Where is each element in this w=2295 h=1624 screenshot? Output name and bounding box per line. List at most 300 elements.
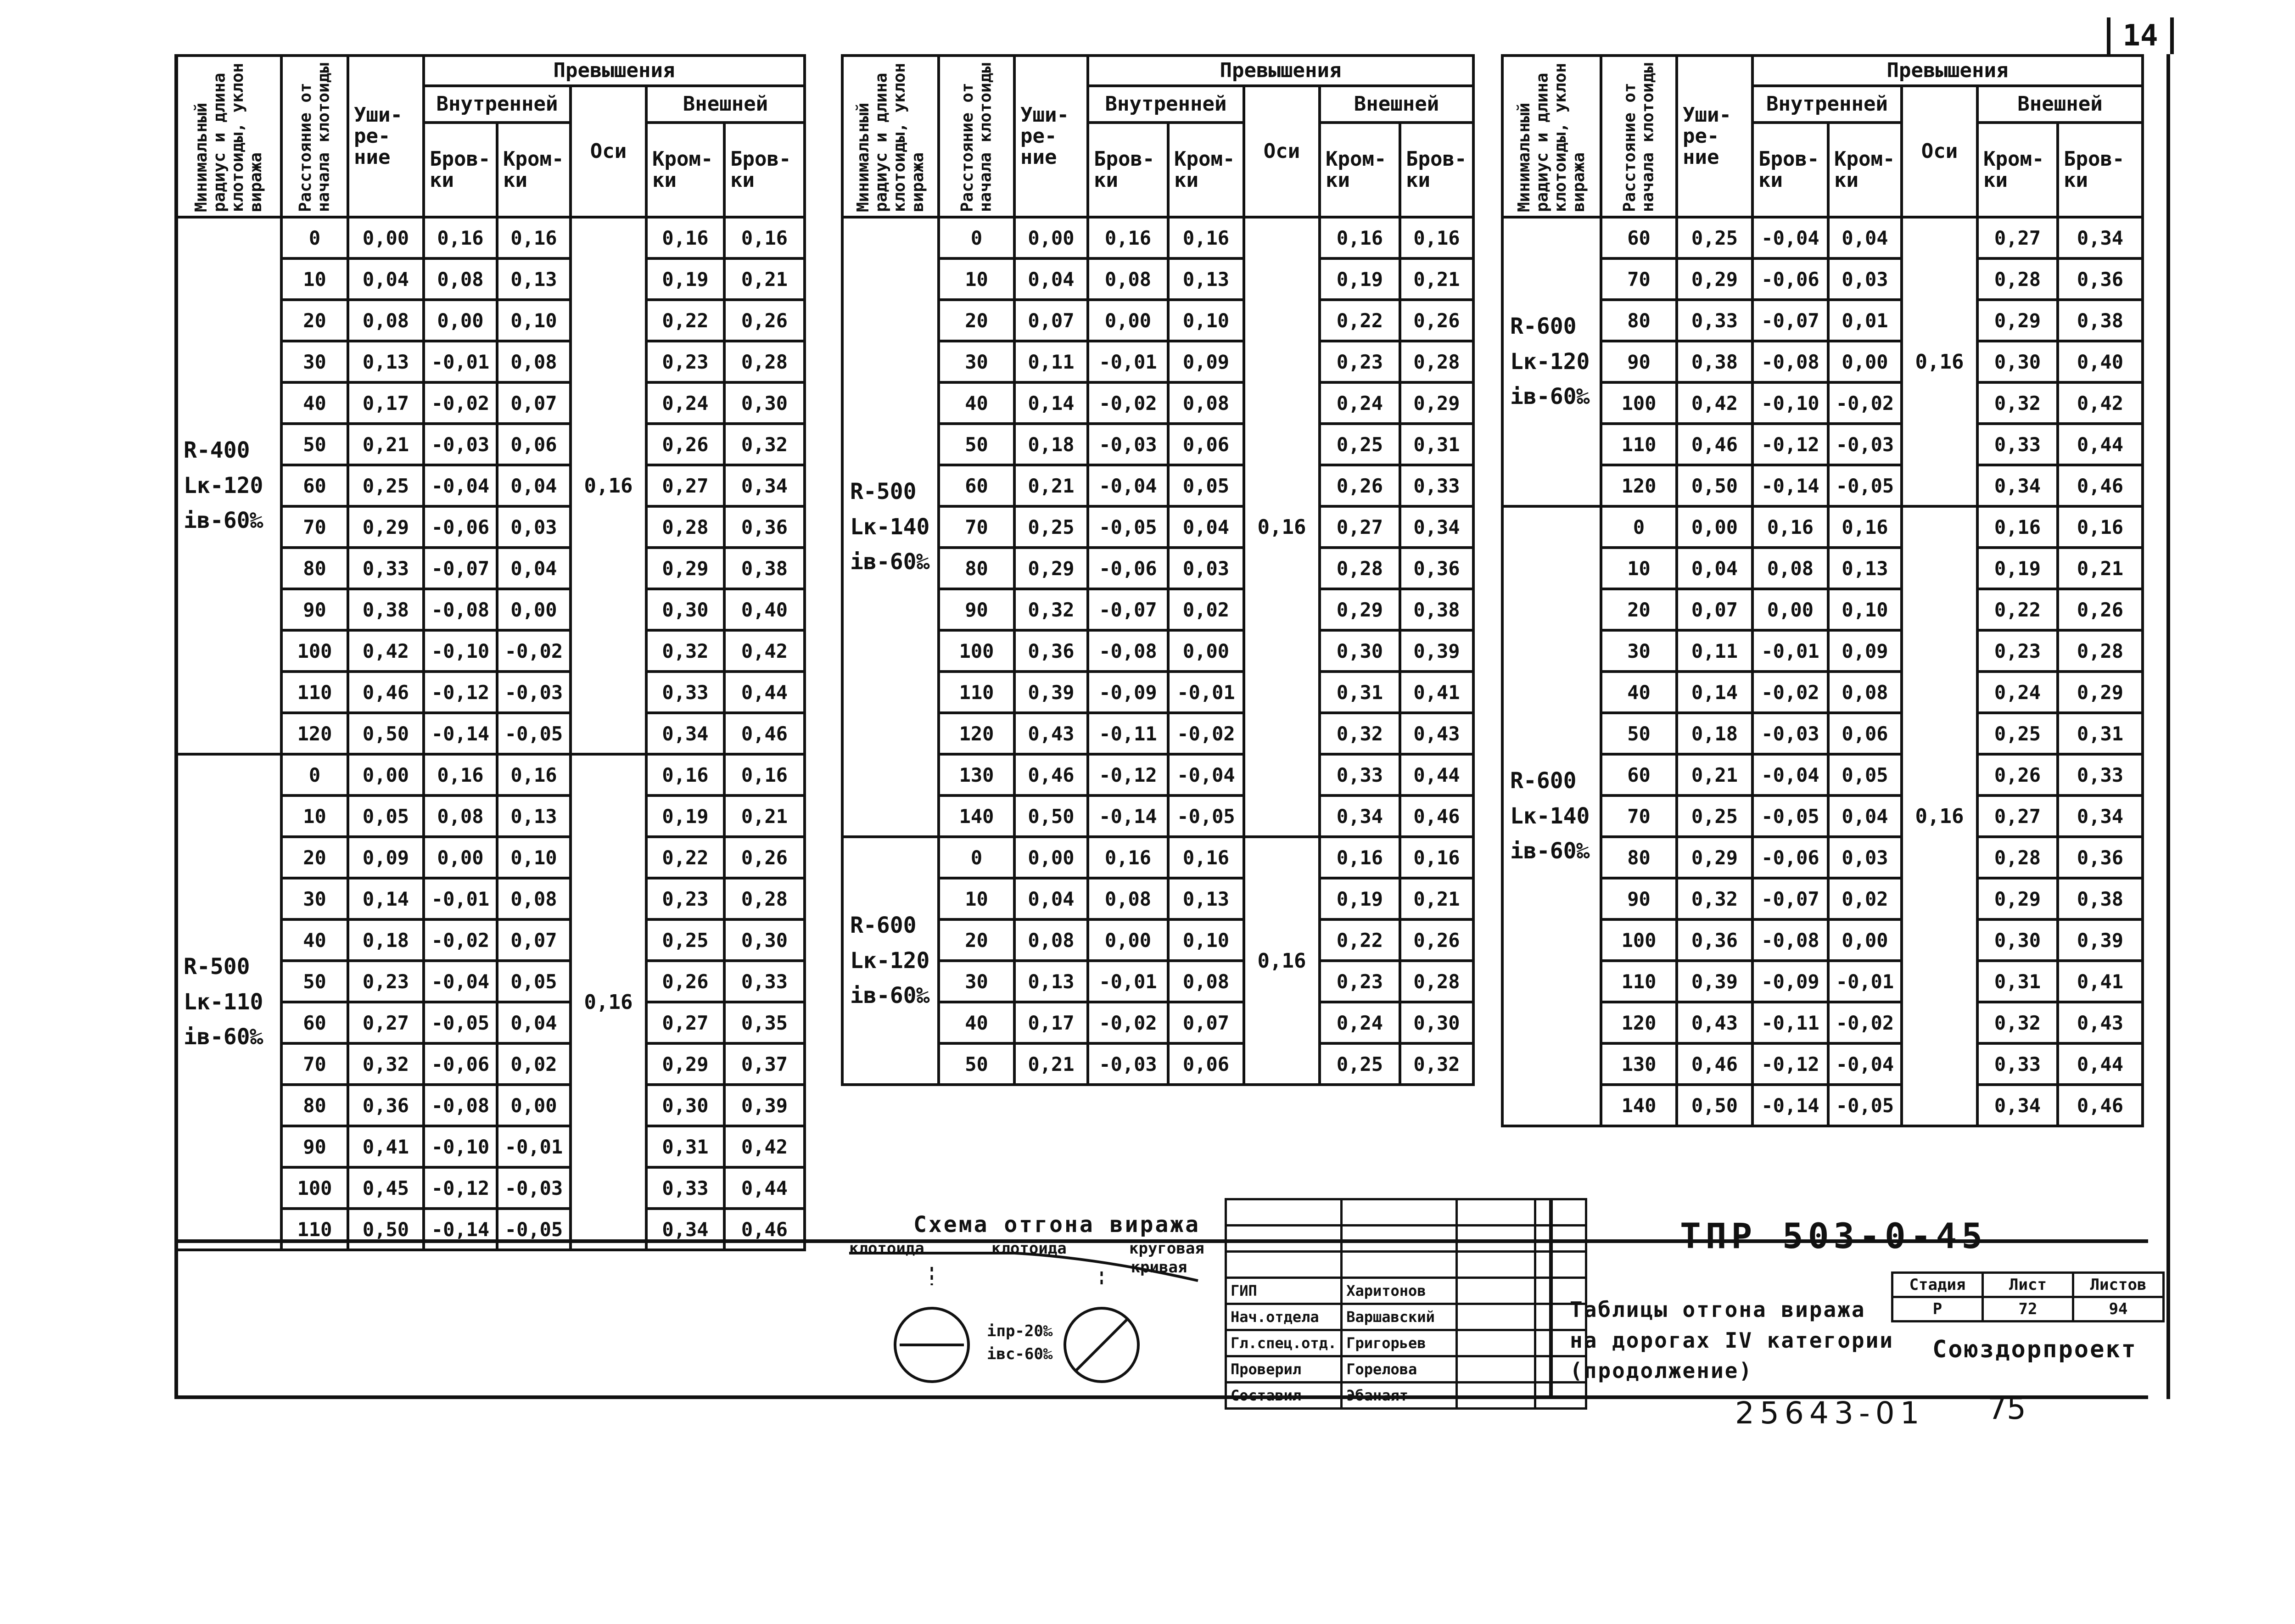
distance-cell: 20 bbox=[281, 837, 348, 878]
distance-cell: 10 bbox=[939, 878, 1014, 919]
distance-cell: 10 bbox=[1601, 548, 1677, 589]
outer-brovki-cell: 0,26 bbox=[724, 837, 805, 878]
inner-kromki-cell: 0,08 bbox=[497, 878, 571, 919]
axis-cell: 0,16 bbox=[1902, 506, 1977, 1126]
distance-cell: 0 bbox=[939, 837, 1014, 878]
schema-label-curve: круговая кривая bbox=[1129, 1239, 1204, 1277]
inner-kromki-cell: 0,00 bbox=[497, 589, 571, 630]
widening-cell: 0,18 bbox=[348, 919, 424, 961]
inner-kromki-cell: -0,02 bbox=[1828, 382, 1902, 424]
outer-kromki-cell: 0,27 bbox=[1320, 506, 1400, 548]
header-distance bbox=[281, 56, 348, 217]
distance-cell: 130 bbox=[939, 754, 1014, 795]
stamp-row bbox=[1226, 1278, 1586, 1304]
inner-brovki-cell: -0,08 bbox=[1752, 919, 1828, 961]
outer-brovki-cell: 0,31 bbox=[2058, 713, 2143, 754]
inner-brovki-cell: -0,02 bbox=[1088, 382, 1168, 424]
stage-label: Стадия bbox=[1892, 1273, 1983, 1297]
stamp-row bbox=[1226, 1330, 1586, 1356]
inner-kromki-cell: 0,06 bbox=[1168, 424, 1244, 465]
widening-cell: 0,00 bbox=[1014, 217, 1088, 258]
outer-brovki-cell: 0,16 bbox=[724, 217, 805, 258]
outer-kromki-cell: 0,32 bbox=[1977, 1002, 2058, 1043]
inner-kromki-cell: -0,03 bbox=[1828, 424, 1902, 465]
outer-kromki-cell: 0,34 bbox=[1977, 465, 2058, 506]
header-exceedances: Превышения bbox=[424, 56, 805, 86]
widening-cell: 0,14 bbox=[348, 878, 424, 919]
distance-cell: 20 bbox=[939, 300, 1014, 341]
stamp-role: Составил bbox=[1226, 1383, 1342, 1409]
outer-brovki-cell: 0,44 bbox=[2058, 424, 2143, 465]
superelevation-table-2 bbox=[841, 54, 1475, 1086]
inner-kromki-cell: 0,05 bbox=[1168, 465, 1244, 506]
inner-brovki-cell: -0,06 bbox=[1752, 837, 1828, 878]
widening-cell: 0,08 bbox=[348, 300, 424, 341]
stamp-name: Горелова bbox=[1342, 1356, 1457, 1383]
widening-cell: 0,23 bbox=[348, 961, 424, 1002]
outer-kromki-cell: 0,31 bbox=[1977, 961, 2058, 1002]
widening-cell: 0,41 bbox=[348, 1126, 424, 1167]
inner-kromki-cell: 0,06 bbox=[1828, 713, 1902, 754]
widening-cell: 0,17 bbox=[348, 382, 424, 424]
widening-cell: 0,38 bbox=[1677, 341, 1752, 382]
outer-brovki-cell: 0,30 bbox=[724, 382, 805, 424]
distance-cell: 30 bbox=[939, 961, 1014, 1002]
outer-kromki-cell: 0,32 bbox=[1320, 713, 1400, 754]
header-kromki: Кром-ки bbox=[646, 123, 724, 217]
sheets-value: 94 bbox=[2073, 1297, 2164, 1322]
outer-brovki-cell: 0,21 bbox=[2058, 548, 2143, 589]
header-radius-text: Минимальный радиус и длина клотоиды, уклон виража bbox=[853, 62, 927, 212]
distance-cell: 80 bbox=[281, 1085, 348, 1126]
header-kromki: Кром-ки bbox=[1828, 123, 1902, 217]
inner-brovki-cell: -0,02 bbox=[424, 919, 497, 961]
header-inner: Внутренней bbox=[424, 86, 571, 123]
inner-kromki-cell: -0,05 bbox=[497, 1209, 571, 1250]
outer-kromki-cell: 0,33 bbox=[1977, 1043, 2058, 1085]
inner-kromki-cell: -0,05 bbox=[1828, 465, 1902, 506]
distance-cell: 110 bbox=[281, 672, 348, 713]
widening-cell: 0,36 bbox=[1014, 630, 1088, 672]
inventory-number: 25643-01 bbox=[1735, 1395, 1925, 1431]
widening-cell: 0,32 bbox=[1014, 589, 1088, 630]
outer-kromki-cell: 0,22 bbox=[1320, 919, 1400, 961]
inner-kromki-cell: 0,06 bbox=[497, 424, 571, 465]
inner-kromki-cell: 0,16 bbox=[497, 217, 571, 258]
widening-cell: 0,50 bbox=[1014, 795, 1088, 837]
axis-cell: 0,16 bbox=[1244, 837, 1320, 1085]
stamp-signature bbox=[1457, 1304, 1535, 1330]
schema-title: Схема отгона виража bbox=[913, 1212, 1201, 1238]
sheet-number: 14 bbox=[2107, 17, 2174, 54]
widening-cell: 0,43 bbox=[1014, 713, 1088, 754]
widening-cell: 0,50 bbox=[348, 1209, 424, 1250]
inner-kromki-cell: 0,05 bbox=[497, 961, 571, 1002]
schema-i-pr: iпр-20‰ bbox=[987, 1322, 1053, 1340]
stage-value: Р bbox=[1892, 1297, 1983, 1322]
stamp-role: Гл.спец.отд. bbox=[1226, 1330, 1342, 1356]
distance-cell: 0 bbox=[281, 217, 348, 258]
widening-cell: 0,29 bbox=[1014, 548, 1088, 589]
outer-kromki-cell: 0,25 bbox=[1320, 1043, 1400, 1085]
inner-brovki-cell: -0,14 bbox=[424, 1209, 497, 1250]
distance-cell: 90 bbox=[1601, 341, 1677, 382]
header-outer: Внешней bbox=[1320, 86, 1473, 123]
inner-kromki-cell: -0,04 bbox=[1168, 754, 1244, 795]
axis-cell: 0,16 bbox=[571, 754, 646, 1250]
inner-brovki-cell: -0,04 bbox=[1752, 217, 1828, 258]
outer-brovki-cell: 0,16 bbox=[2058, 506, 2143, 548]
inner-brovki-cell: 0,00 bbox=[424, 300, 497, 341]
inner-brovki-cell: -0,06 bbox=[1088, 548, 1168, 589]
outer-kromki-cell: 0,34 bbox=[646, 1209, 724, 1250]
inner-kromki-cell: 0,00 bbox=[1168, 630, 1244, 672]
stamp-signature bbox=[1457, 1383, 1535, 1409]
header-outer: Внешней bbox=[646, 86, 805, 123]
distance-cell: 90 bbox=[939, 589, 1014, 630]
outer-brovki-cell: 0,46 bbox=[2058, 1085, 2143, 1126]
table-row bbox=[1502, 506, 2143, 548]
inner-brovki-cell: 0,00 bbox=[1088, 919, 1168, 961]
outer-kromki-cell: 0,30 bbox=[1977, 919, 2058, 961]
widening-cell: 0,39 bbox=[1677, 961, 1752, 1002]
superelevation-table-1 bbox=[174, 54, 806, 1251]
outer-brovki-cell: 0,43 bbox=[2058, 1002, 2143, 1043]
outer-kromki-cell: 0,26 bbox=[1977, 754, 2058, 795]
inner-brovki-cell: -0,01 bbox=[424, 878, 497, 919]
inner-brovki-cell: -0,01 bbox=[1088, 961, 1168, 1002]
distance-cell: 100 bbox=[1601, 919, 1677, 961]
inner-brovki-cell: -0,07 bbox=[1088, 589, 1168, 630]
outer-kromki-cell: 0,29 bbox=[646, 548, 724, 589]
widening-cell: 0,07 bbox=[1014, 300, 1088, 341]
inner-kromki-cell: -0,05 bbox=[1168, 795, 1244, 837]
header-radius bbox=[1502, 56, 1601, 217]
widening-cell: 0,46 bbox=[1677, 1043, 1752, 1085]
inner-kromki-cell: 0,04 bbox=[497, 1002, 571, 1043]
outer-kromki-cell: 0,33 bbox=[1977, 424, 2058, 465]
outer-kromki-cell: 0,32 bbox=[1977, 382, 2058, 424]
outer-kromki-cell: 0,25 bbox=[1977, 713, 2058, 754]
widening-cell: 0,45 bbox=[348, 1167, 424, 1209]
outer-kromki-cell: 0,24 bbox=[1977, 672, 2058, 713]
distance-cell: 20 bbox=[281, 300, 348, 341]
header-inner: Внутренней bbox=[1752, 86, 1902, 123]
inner-brovki-cell: 0,08 bbox=[1088, 258, 1168, 300]
distance-cell: 80 bbox=[281, 548, 348, 589]
inner-brovki-cell: -0,02 bbox=[1088, 1002, 1168, 1043]
outer-kromki-cell: 0,23 bbox=[646, 878, 724, 919]
outer-brovki-cell: 0,21 bbox=[724, 258, 805, 300]
distance-cell: 50 bbox=[939, 424, 1014, 465]
curve-parameters: R-600 Lк-140 iв-60‰ bbox=[1502, 506, 1601, 1126]
widening-cell: 0,43 bbox=[1677, 1002, 1752, 1043]
inner-kromki-cell: -0,02 bbox=[1828, 1002, 1902, 1043]
distance-cell: 100 bbox=[281, 1167, 348, 1209]
stamp-row bbox=[1226, 1304, 1586, 1330]
widening-cell: 0,04 bbox=[1677, 548, 1752, 589]
inner-kromki-cell: 0,04 bbox=[497, 548, 571, 589]
document-code: ТПР 503-0-45 bbox=[1680, 1215, 1987, 1256]
distance-cell: 100 bbox=[939, 630, 1014, 672]
distance-cell: 80 bbox=[939, 548, 1014, 589]
outer-kromki-cell: 0,22 bbox=[646, 300, 724, 341]
distance-cell: 10 bbox=[939, 258, 1014, 300]
header-kromki: Кром-ки bbox=[1168, 123, 1244, 217]
widening-cell: 0,36 bbox=[1677, 919, 1752, 961]
inner-brovki-cell: 0,00 bbox=[424, 837, 497, 878]
inner-kromki-cell: 0,07 bbox=[497, 382, 571, 424]
inner-brovki-cell: -0,10 bbox=[424, 1126, 497, 1167]
inner-kromki-cell: 0,09 bbox=[1828, 630, 1902, 672]
schema-diagram bbox=[840, 1239, 1226, 1395]
table-row bbox=[842, 837, 1473, 878]
outer-brovki-cell: 0,29 bbox=[2058, 672, 2143, 713]
outer-brovki-cell: 0,42 bbox=[724, 630, 805, 672]
outer-brovki-cell: 0,44 bbox=[2058, 1043, 2143, 1085]
inner-brovki-cell: -0,03 bbox=[1088, 1043, 1168, 1085]
sheet-label: Лист bbox=[1983, 1273, 2073, 1297]
distance-cell: 40 bbox=[1601, 672, 1677, 713]
header-axis: Оси bbox=[1244, 86, 1320, 217]
outer-kromki-cell: 0,23 bbox=[1320, 961, 1400, 1002]
document-title-line-2: на дорогах IV категории bbox=[1570, 1327, 1894, 1353]
inner-kromki-cell: 0,07 bbox=[497, 919, 571, 961]
outer-brovki-cell: 0,34 bbox=[724, 465, 805, 506]
outer-brovki-cell: 0,35 bbox=[724, 1002, 805, 1043]
distance-cell: 10 bbox=[281, 258, 348, 300]
inner-kromki-cell: 0,13 bbox=[1828, 548, 1902, 589]
header-axis: Оси bbox=[1902, 86, 1977, 217]
outer-kromki-cell: 0,16 bbox=[1320, 837, 1400, 878]
inner-brovki-cell: -0,01 bbox=[1088, 341, 1168, 382]
widening-cell: 0,29 bbox=[1677, 258, 1752, 300]
outer-brovki-cell: 0,21 bbox=[1400, 258, 1473, 300]
inner-brovki-cell: 0,08 bbox=[1088, 878, 1168, 919]
outer-kromki-cell: 0,33 bbox=[646, 1167, 724, 1209]
inner-brovki-cell: 0,16 bbox=[1088, 837, 1168, 878]
stamp-name: Эбанаят bbox=[1342, 1383, 1457, 1409]
distance-cell: 50 bbox=[281, 424, 348, 465]
superelevation-table-3 bbox=[1501, 54, 2144, 1127]
outer-brovki-cell: 0,42 bbox=[724, 1126, 805, 1167]
widening-cell: 0,36 bbox=[348, 1085, 424, 1126]
inner-brovki-cell: -0,08 bbox=[424, 1085, 497, 1126]
header-distance-text: Расстояние от начала клотоиды bbox=[296, 62, 333, 212]
inner-brovki-cell: 0,08 bbox=[1752, 548, 1828, 589]
stamp-signature bbox=[1457, 1356, 1535, 1383]
widening-cell: 0,38 bbox=[348, 589, 424, 630]
inner-brovki-cell: -0,06 bbox=[424, 506, 497, 548]
inner-kromki-cell: 0,13 bbox=[1168, 258, 1244, 300]
inner-kromki-cell: -0,03 bbox=[497, 672, 571, 713]
outer-brovki-cell: 0,44 bbox=[724, 672, 805, 713]
inner-kromki-cell: -0,02 bbox=[1168, 713, 1244, 754]
outer-kromki-cell: 0,19 bbox=[646, 795, 724, 837]
outer-brovki-cell: 0,44 bbox=[1400, 754, 1473, 795]
outer-brovki-cell: 0,38 bbox=[724, 548, 805, 589]
header-exceedances: Превышения bbox=[1088, 56, 1473, 86]
distance-cell: 20 bbox=[939, 919, 1014, 961]
header-widening: Уши-ре-ние bbox=[1014, 56, 1088, 217]
stamp-row bbox=[1226, 1356, 1586, 1383]
frame-right-border bbox=[2166, 54, 2170, 1399]
curve-parameters: R-400 Lк-120 iв-60‰ bbox=[176, 217, 281, 754]
inner-kromki-cell: 0,00 bbox=[1828, 341, 1902, 382]
distance-cell: 90 bbox=[281, 1126, 348, 1167]
outer-kromki-cell: 0,28 bbox=[1977, 258, 2058, 300]
road-axis-line bbox=[849, 1253, 1198, 1281]
outer-kromki-cell: 0,29 bbox=[1977, 878, 2058, 919]
distance-cell: 140 bbox=[1601, 1085, 1677, 1126]
stamp-name: Харитонов bbox=[1342, 1278, 1457, 1304]
outer-kromki-cell: 0,26 bbox=[646, 961, 724, 1002]
outer-brovki-cell: 0,28 bbox=[724, 341, 805, 382]
outer-kromki-cell: 0,16 bbox=[1320, 217, 1400, 258]
stage-sheet-table bbox=[1891, 1271, 2165, 1322]
header-distance-text: Расстояние от начала клотоиды bbox=[1620, 62, 1657, 212]
inner-brovki-cell: 0,00 bbox=[1752, 589, 1828, 630]
distance-cell: 110 bbox=[1601, 961, 1677, 1002]
outer-kromki-cell: 0,29 bbox=[646, 1043, 724, 1085]
outer-kromki-cell: 0,25 bbox=[1320, 424, 1400, 465]
distance-cell: 120 bbox=[1601, 1002, 1677, 1043]
inner-brovki-cell: -0,05 bbox=[424, 1002, 497, 1043]
widening-cell: 0,18 bbox=[1677, 713, 1752, 754]
organization-name: Союздорпроект bbox=[1932, 1336, 2137, 1363]
header-radius bbox=[176, 56, 281, 217]
outer-brovki-cell: 0,36 bbox=[2058, 837, 2143, 878]
inner-kromki-cell: 0,13 bbox=[497, 258, 571, 300]
distance-cell: 20 bbox=[1601, 589, 1677, 630]
sheets-label: Листов bbox=[2073, 1273, 2164, 1297]
header-radius bbox=[842, 56, 939, 217]
widening-cell: 0,00 bbox=[348, 217, 424, 258]
inner-kromki-cell: 0,09 bbox=[1168, 341, 1244, 382]
outer-brovki-cell: 0,46 bbox=[724, 1209, 805, 1250]
widening-cell: 0,21 bbox=[1014, 1043, 1088, 1085]
inner-kromki-cell: 0,13 bbox=[497, 795, 571, 837]
inner-kromki-cell: 0,00 bbox=[1828, 919, 1902, 961]
widening-cell: 0,42 bbox=[348, 630, 424, 672]
inner-kromki-cell: 0,08 bbox=[1828, 672, 1902, 713]
distance-cell: 70 bbox=[281, 1043, 348, 1085]
outer-kromki-cell: 0,16 bbox=[646, 217, 724, 258]
outer-kromki-cell: 0,25 bbox=[646, 919, 724, 961]
sheet-value: 72 bbox=[1983, 1297, 2073, 1322]
inner-brovki-cell: -0,01 bbox=[424, 341, 497, 382]
schema-label-clothoid-left: клотоида bbox=[849, 1239, 924, 1258]
distance-cell: 120 bbox=[281, 713, 348, 754]
outer-kromki-cell: 0,19 bbox=[1320, 878, 1400, 919]
inner-kromki-cell: -0,01 bbox=[1828, 961, 1902, 1002]
document-title-line-3: (продолжение) bbox=[1570, 1358, 1753, 1383]
stamp-name: Варшавский bbox=[1342, 1304, 1457, 1330]
widening-cell: 0,50 bbox=[1677, 465, 1752, 506]
distance-cell: 120 bbox=[1601, 465, 1677, 506]
inner-kromki-cell: 0,04 bbox=[1168, 506, 1244, 548]
inner-brovki-cell: -0,07 bbox=[1752, 878, 1828, 919]
header-brovki: Бров-ки bbox=[724, 123, 805, 217]
distance-cell: 90 bbox=[1601, 878, 1677, 919]
widening-cell: 0,14 bbox=[1014, 382, 1088, 424]
stamp-role: Нач.отдела bbox=[1226, 1304, 1342, 1330]
curve-parameters: R-600 Lк-120 iв-60‰ bbox=[1502, 217, 1601, 506]
outer-kromki-cell: 0,28 bbox=[1977, 837, 2058, 878]
inner-kromki-cell: 0,08 bbox=[497, 341, 571, 382]
distance-cell: 80 bbox=[1601, 300, 1677, 341]
schema-label-clothoid-right: клотоида bbox=[991, 1239, 1067, 1258]
widening-cell: 0,25 bbox=[348, 465, 424, 506]
widening-cell: 0,14 bbox=[1677, 672, 1752, 713]
header-widening: Уши-ре-ние bbox=[348, 56, 424, 217]
header-brovki: Бров-ки bbox=[1088, 123, 1168, 217]
inner-kromki-cell: 0,10 bbox=[1168, 919, 1244, 961]
outer-brovki-cell: 0,46 bbox=[2058, 465, 2143, 506]
distance-cell: 0 bbox=[281, 754, 348, 795]
stamp-signature bbox=[1457, 1278, 1535, 1304]
inner-brovki-cell: 0,16 bbox=[424, 217, 497, 258]
widening-cell: 0,29 bbox=[1677, 837, 1752, 878]
inner-kromki-cell: 0,16 bbox=[1828, 506, 1902, 548]
widening-cell: 0,00 bbox=[1014, 837, 1088, 878]
inner-kromki-cell: 0,03 bbox=[1828, 258, 1902, 300]
inner-kromki-cell: 0,10 bbox=[1168, 300, 1244, 341]
distance-cell: 50 bbox=[281, 961, 348, 1002]
outer-kromki-cell: 0,30 bbox=[1977, 341, 2058, 382]
widening-cell: 0,04 bbox=[1014, 878, 1088, 919]
schema-i-vs: iвс-60‰ bbox=[987, 1345, 1053, 1363]
inner-brovki-cell: 0,16 bbox=[424, 754, 497, 795]
inner-brovki-cell: -0,07 bbox=[1752, 300, 1828, 341]
outer-kromki-cell: 0,22 bbox=[1320, 300, 1400, 341]
outer-brovki-cell: 0,32 bbox=[1400, 1043, 1473, 1085]
table-row bbox=[176, 217, 805, 258]
table-panel-2 bbox=[841, 54, 1478, 1086]
distance-cell: 0 bbox=[1601, 506, 1677, 548]
outer-kromki-cell: 0,27 bbox=[646, 1002, 724, 1043]
curve-parameters: R-500 Lк-140 iв-60‰ bbox=[842, 217, 939, 837]
inner-brovki-cell: -0,04 bbox=[424, 465, 497, 506]
widening-cell: 0,25 bbox=[1014, 506, 1088, 548]
inner-kromki-cell: -0,05 bbox=[1828, 1085, 1902, 1126]
widening-cell: 0,11 bbox=[1677, 630, 1752, 672]
widening-cell: 0,29 bbox=[348, 506, 424, 548]
widening-cell: 0,46 bbox=[1677, 424, 1752, 465]
outer-kromki-cell: 0,28 bbox=[1320, 548, 1400, 589]
distance-cell: 70 bbox=[281, 506, 348, 548]
header-brovki: Бров-ки bbox=[424, 123, 497, 217]
inner-kromki-cell: -0,05 bbox=[497, 713, 571, 754]
distance-cell: 40 bbox=[939, 1002, 1014, 1043]
header-inner: Внутренней bbox=[1088, 86, 1244, 123]
outer-kromki-cell: 0,26 bbox=[1320, 465, 1400, 506]
inner-kromki-cell: 0,04 bbox=[497, 465, 571, 506]
document-title bbox=[1570, 1294, 1894, 1386]
outer-kromki-cell: 0,16 bbox=[646, 754, 724, 795]
outer-brovki-cell: 0,46 bbox=[1400, 795, 1473, 837]
outer-kromki-cell: 0,24 bbox=[646, 382, 724, 424]
outer-brovki-cell: 0,39 bbox=[2058, 919, 2143, 961]
widening-cell: 0,39 bbox=[1014, 672, 1088, 713]
inner-brovki-cell: -0,05 bbox=[1088, 506, 1168, 548]
header-brovki: Бров-ки bbox=[1400, 123, 1473, 217]
inner-brovki-cell: -0,08 bbox=[424, 589, 497, 630]
distance-cell: 120 bbox=[939, 713, 1014, 754]
widening-cell: 0,05 bbox=[348, 795, 424, 837]
inner-brovki-cell: -0,08 bbox=[1752, 341, 1828, 382]
outer-brovki-cell: 0,29 bbox=[1400, 382, 1473, 424]
